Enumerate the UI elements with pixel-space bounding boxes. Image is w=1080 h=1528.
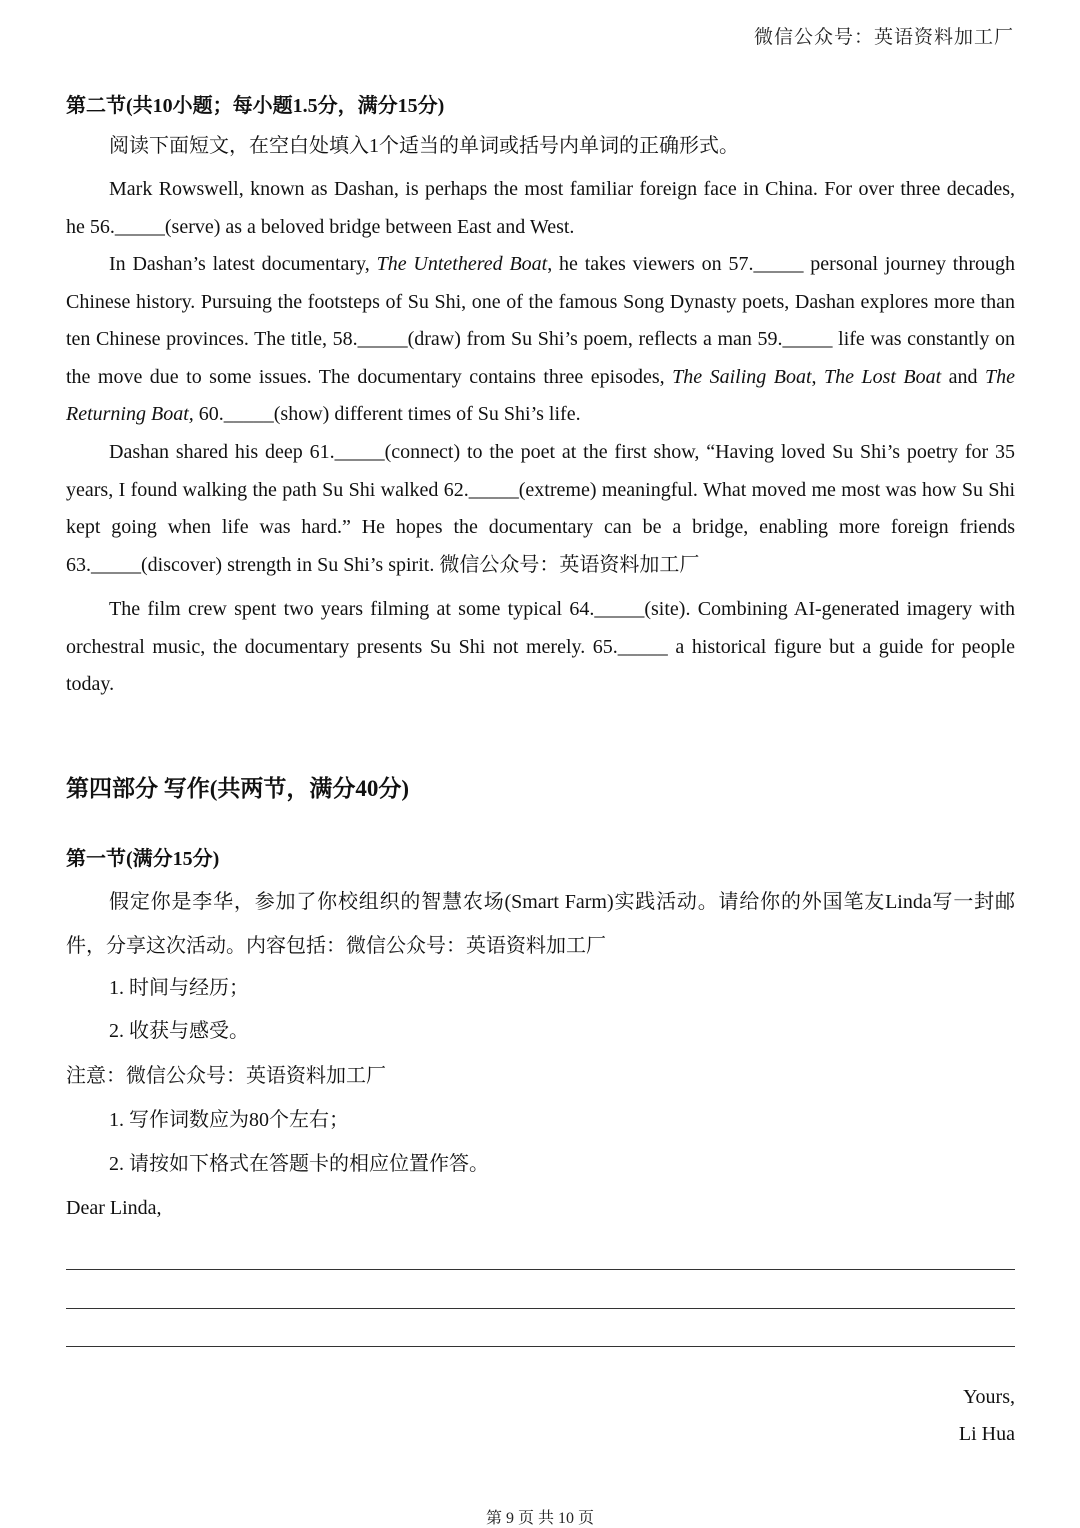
instruction: 阅读下面短文，在空白处填入1个适当的单词或括号内单词的正确形式。 — [109, 135, 739, 157]
note-label: 注意：微信公众号：英语资料加工厂 — [66, 1065, 386, 1087]
writing-prompt: 假定你是李华，参加了你校组织的智慧农场(Smart Farm)实践活动。请给你的外国笔友Linda写一封邮件，分享这次活动。内容包括：微信公众号：英语资料加工厂 — [66, 891, 1015, 957]
section-heading: 第二节(共10小题；每小题1.5分，满分15分) — [66, 95, 445, 117]
list-item: 1. 写作词数应为80个左右； — [109, 1109, 349, 1131]
page-number: 第 9 页 共 10 页 — [485, 1510, 594, 1527]
paragraph-3: Dashan shared his deep 61._____(connect) to the poet at the first show, “Having loved Su Shi’s poetry for 35 years, I found walking the path Su Shi walked 62._____(extreme) meaningful. What moved me most was how Su Shi kept going when life was hard.” He hopes the documentary can be a bridge, enabling more foreign friends 63._____(discover) strength in Su Shi’s spirit. 微信公众号：英语资料加工厂 — [66, 441, 1015, 576]
signature: Li Hua — [958, 1423, 1015, 1445]
part-heading: 第四部分 写作(共两节，满分40分) — [66, 776, 410, 801]
episode-title: The Sailing Boat — [672, 365, 812, 388]
closing: Yours, — [963, 1386, 1015, 1408]
episode-title: The Returning Boat, — [66, 365, 1016, 426]
paragraph-2: In Dashan’s latest documentary, The Untethered Boat, he takes viewers on 57._____ personal journey through Chinese history. Pursuing the footsteps of Su Shi, one of the famous Song Dynasty poets, Dashan explores more than ten Chinese provinces. The title, 58._____(draw) from Su Shi’s poem, reflects a man 59._____ life was constantly on the move due to some issues. The documentary contains three episodes, The Sailing Boat, The Lost Boat and The Returning Boat, 60._____(show) different times of Su Shi’s life. — [66, 253, 1016, 426]
list-item: 1. 时间与经历； — [109, 977, 249, 999]
paragraph-4: The film crew spent two years filming at some typical 64._____(site). Combining AI-generated imagery with orchestral music, the documentary presents Su Shi not merely. 65._____ a historical figure but a guide for people today. — [66, 598, 1015, 696]
paragraph-1: Mark Rowswell, known as Dashan, is perhaps the most familiar foreign face in China. For over three decades, he 56._____(serve) as a beloved bridge between East and West. — [66, 178, 1015, 238]
answer-line — [66, 1269, 1015, 1270]
answer-line — [66, 1308, 1015, 1309]
answer-line — [66, 1346, 1015, 1347]
salutation: Dear Linda, — [66, 1197, 162, 1219]
list-item: 2. 请按如下格式在答题卡的相应位置作答。 — [109, 1153, 489, 1175]
header-watermark: 微信公众号：英语资料加工厂 — [753, 27, 1014, 48]
list-item: 2. 收获与感受。 — [109, 1020, 249, 1042]
episode-title: The Lost Boat — [824, 365, 942, 388]
subsection-heading: 第一节(满分15分) — [66, 848, 220, 870]
documentary-title: The Untethered Boat — [376, 253, 548, 275]
